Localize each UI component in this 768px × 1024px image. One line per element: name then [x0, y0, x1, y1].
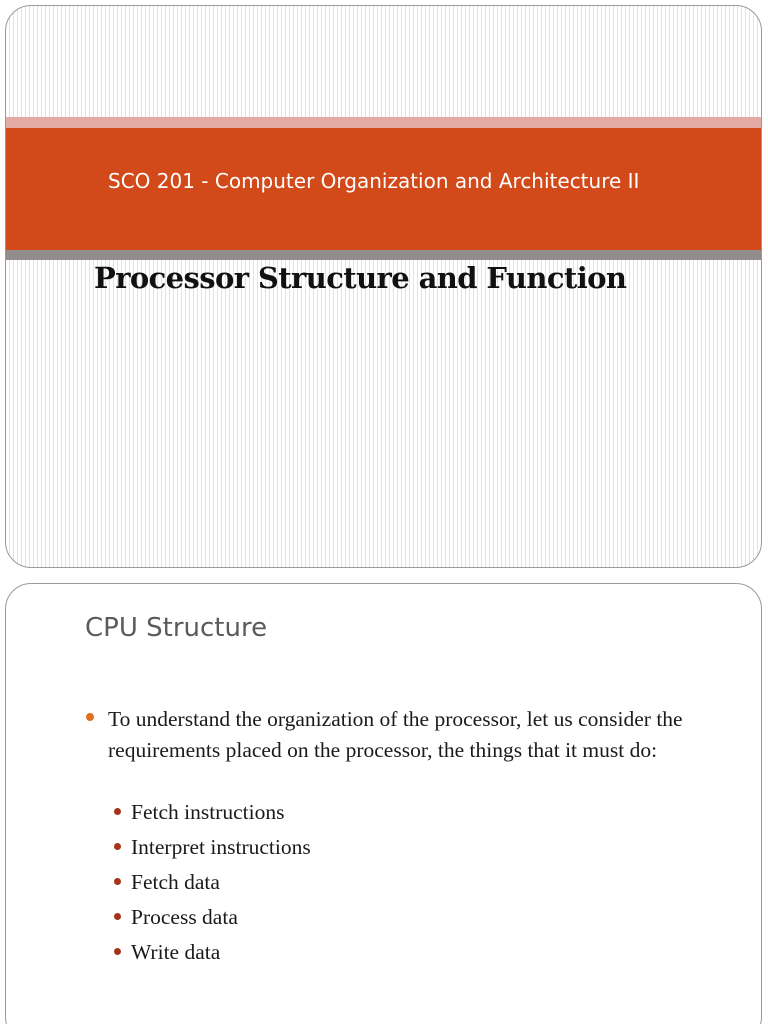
bullet-dot-icon — [114, 843, 121, 850]
list-item-label: Fetch instructions — [131, 800, 285, 824]
list-item — [114, 938, 311, 973]
requirements-list — [114, 798, 311, 973]
slide-heading: CPU Structure — [85, 613, 268, 643]
bullet-dot-icon — [114, 913, 121, 920]
list-item — [114, 833, 311, 868]
intro-bullet-text: To understand the organization of the processor, let us consider the requirements placed on the processor, the things that it must do: — [108, 707, 683, 762]
banner-top-accent — [6, 117, 761, 128]
title-slide — [5, 5, 762, 568]
deck-title: Processor Structure and Function — [94, 261, 627, 295]
list-item-label: Write data — [131, 940, 221, 964]
list-item — [114, 798, 311, 833]
list-item — [114, 903, 311, 938]
bullet-dot-icon — [86, 713, 94, 721]
banner-bottom-accent — [6, 250, 761, 260]
bullet-dot-icon — [114, 808, 121, 815]
list-item-label: Process data — [131, 905, 238, 929]
bullet-dot-icon — [114, 878, 121, 885]
bullet-dot-icon — [114, 948, 121, 955]
list-item-label: Fetch data — [131, 870, 220, 894]
list-item — [114, 868, 311, 903]
course-title: SCO 201 - Computer Organization and Architecture II — [108, 169, 640, 193]
content-slide — [5, 583, 762, 1024]
list-item-label: Interpret instructions — [131, 835, 311, 859]
